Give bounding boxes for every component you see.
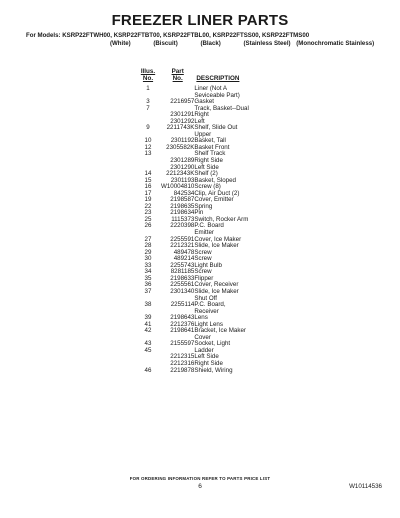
part-description: Right Side — [194, 359, 223, 367]
illus-number: 15 — [144, 176, 152, 184]
illus-number: 45 — [144, 346, 152, 354]
part-description: Slide, Ice Maker — [194, 242, 239, 250]
part-description: Cover, Ice Maker — [194, 235, 242, 243]
part-number: 2216957 — [170, 98, 195, 106]
illus-number: 9 — [146, 124, 150, 132]
illus-number: 36 — [144, 281, 152, 289]
illus-number: 17 — [144, 189, 152, 197]
description-header: DESCRIPTION — [196, 75, 240, 82]
part-description: Screw (8) — [194, 183, 221, 191]
part-description: Slide, Ice Maker — [194, 287, 239, 295]
part-description: Left Side — [194, 353, 219, 361]
model-variants — [110, 40, 395, 48]
part-description: Screw — [194, 248, 212, 256]
part-number: 2212315 — [170, 353, 195, 361]
part-number: 2255591 — [170, 235, 195, 243]
illus-number: 43 — [144, 340, 152, 348]
variant-monochromatic: (Monochromatic Stainless) — [296, 40, 375, 47]
part-description: Basket, Sloped — [194, 176, 236, 184]
illus-number: 26 — [144, 222, 152, 230]
illus-number: 46 — [144, 366, 152, 374]
part-description: Emitter — [194, 229, 214, 237]
part-number: 2212321 — [170, 242, 195, 250]
illus-number: 25 — [144, 215, 152, 223]
illus-number: 19 — [144, 196, 152, 204]
part-number: 2212343K — [166, 170, 195, 178]
illus-number: 34 — [144, 268, 152, 276]
part-number: 1115373 — [171, 215, 195, 223]
part-number: 2255114 — [170, 301, 195, 309]
illus-number: 14 — [144, 170, 152, 178]
part-description: Spring — [194, 202, 213, 210]
part-number: 2305582K — [166, 143, 195, 151]
part-number: 2301290 — [170, 163, 195, 171]
part-number: 2198635 — [170, 202, 195, 210]
illus-number: 13 — [144, 150, 152, 158]
part-number: 2220398 — [170, 222, 195, 230]
part-description: Socket, Light — [194, 340, 231, 348]
page-title: FREEZER LINER PARTS — [111, 12, 289, 29]
illus-number: 22 — [144, 202, 152, 210]
part-description: Ladder — [194, 346, 214, 354]
part-number: 2301291 — [170, 111, 195, 119]
part-description: Basket Front — [194, 143, 230, 151]
illus-number: 35 — [144, 274, 152, 282]
parts-table — [135, 68, 249, 374]
part-number: 2255743 — [170, 261, 195, 269]
part-number: 2301192 — [170, 137, 195, 145]
variant-white: (White) — [110, 40, 131, 47]
part-number: 2212316 — [170, 359, 195, 367]
part-number: 489214 — [173, 255, 195, 263]
part-description: Cover, Receiver — [194, 281, 239, 289]
part-number: 2155597 — [170, 340, 195, 348]
part-number: 2198643 — [170, 314, 195, 322]
part-header: Part No. — [171, 68, 184, 82]
part-description: Screw — [194, 268, 212, 276]
illus-header: Illus. No. — [140, 68, 156, 82]
part-number: W10004810 — [161, 183, 195, 191]
part-number: 2301289 — [170, 157, 195, 165]
part-description: Light Lens — [194, 320, 223, 328]
part-description: Flipper — [194, 274, 214, 282]
illus-number: 16 — [144, 183, 152, 191]
part-description: Receiver — [194, 307, 219, 315]
part-description: Bracket, Ice Maker — [194, 327, 246, 335]
part-number: 2219878 — [170, 366, 195, 374]
illus-number: 1 — [146, 85, 150, 92]
parts-table-body — [135, 86, 249, 374]
part-number: 2301340 — [170, 287, 195, 295]
part-description: Shelf (2) — [194, 170, 218, 178]
part-description: Left Side — [194, 163, 219, 171]
part-description: Cover, Emitter — [194, 196, 234, 204]
illus-number: 33 — [144, 261, 152, 269]
part-description: Clip, Air Duct (2) — [194, 189, 240, 197]
illus-number: 7 — [146, 104, 150, 112]
part-number: 2301292 — [170, 117, 195, 125]
illus-number: 37 — [144, 287, 152, 295]
part-description: Seviceable Part) — [194, 91, 240, 99]
illus-number: 3 — [146, 98, 150, 106]
part-description: Pin — [194, 209, 204, 217]
part-number: 2211743K — [166, 124, 195, 132]
part-number: 2212376 — [170, 320, 195, 328]
part-description: Shelf Track — [194, 150, 226, 158]
part-description: Lens — [194, 314, 208, 322]
illus-number: 23 — [144, 209, 152, 217]
part-description: Screw — [194, 255, 212, 263]
table-row — [135, 368, 249, 375]
part-number: 8281185 — [170, 268, 195, 276]
part-number: 2255561 — [170, 281, 195, 289]
part-description: Switch, Rocker Arm — [194, 215, 249, 223]
part-description: Right Side — [194, 157, 223, 165]
variant-stainless: (Stainless Steel) — [243, 40, 291, 47]
part-number: 842534 — [173, 189, 195, 197]
illus-number: 41 — [144, 320, 152, 328]
illus-number: 30 — [144, 255, 152, 263]
part-description: Shut Off — [194, 294, 217, 302]
part-description: Upper — [194, 130, 212, 138]
document-number: W10114536 — [349, 483, 382, 490]
illus-number: 12 — [144, 143, 152, 151]
part-description: Left — [194, 117, 205, 125]
ordering-note: FOR ORDERING INFORMATION REFER TO PARTS PRICE LIST — [129, 476, 271, 481]
part-description: Basket, Tall — [194, 137, 226, 145]
illus-number: 28 — [144, 242, 152, 250]
part-number: 2301193 — [170, 176, 195, 184]
part-description: Light Bulb — [194, 261, 222, 269]
part-number: 2198633 — [170, 274, 195, 282]
part-description: Track, Basket--Dual — [194, 104, 249, 112]
part-number: 2198641 — [170, 327, 195, 335]
part-description: P.C. Board — [194, 222, 224, 230]
part-description: Right — [194, 111, 209, 119]
part-description: Gasket — [194, 98, 214, 106]
illus-number: 27 — [144, 235, 152, 243]
variant-black: (Black) — [200, 40, 221, 47]
illus-number: 10 — [144, 137, 152, 145]
illus-number: 38 — [144, 301, 152, 309]
models-line: For Models: KSRP22FTWH00, KSRP22FTBT00, KSRP22FTBL00, KSRP22FTSS00, KSRP22FTMS00 — [26, 32, 310, 39]
illus-number: 42 — [144, 327, 152, 335]
part-number: 2198587 — [170, 196, 195, 204]
part-description: Shield, Wiring — [194, 366, 233, 374]
page-number: 6 — [198, 483, 202, 490]
variant-biscuit: (Biscuit) — [153, 40, 178, 47]
part-number: 489478 — [173, 248, 195, 256]
part-description: Cover — [194, 333, 211, 341]
illus-number: 29 — [144, 248, 152, 256]
part-description: P.C. Board, — [194, 301, 226, 309]
illus-number: 39 — [144, 314, 152, 322]
part-description: Liner (Not A — [194, 85, 228, 92]
part-description: Shelf, Slide Out — [194, 124, 238, 132]
part-number: 2198634 — [170, 209, 195, 217]
